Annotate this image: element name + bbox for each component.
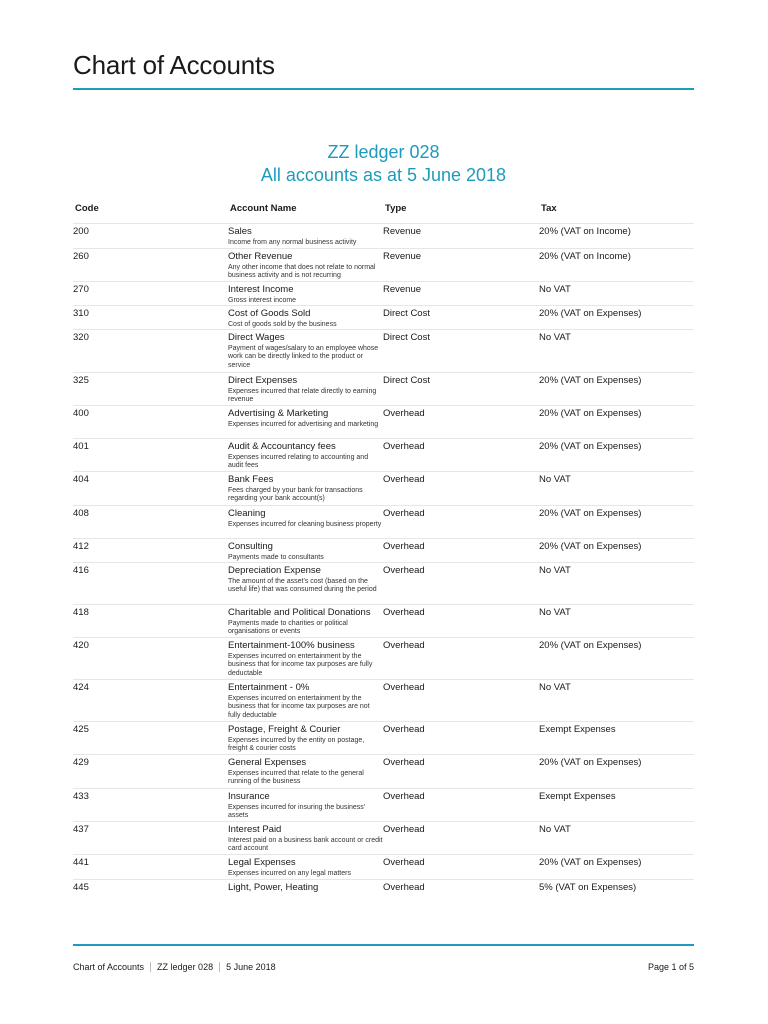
account-name: Entertainment - 0% xyxy=(228,682,310,693)
account-name: General Expenses xyxy=(228,757,307,768)
account-type: Overhead xyxy=(383,508,425,519)
table-row xyxy=(73,330,694,373)
account-description: The amount of the asset's cost (based on the useful life) that was consumed during the period xyxy=(228,578,377,594)
account-type: Overhead xyxy=(383,607,425,618)
table-row xyxy=(73,406,694,439)
account-description: Expenses incurred for cleaning business property xyxy=(228,521,382,528)
table-row xyxy=(73,680,694,722)
account-tax: 20% (VAT on Expenses) xyxy=(539,541,642,552)
table-row xyxy=(73,722,694,755)
account-tax: 20% (VAT on Expenses) xyxy=(539,441,642,452)
column-header-tax: Tax xyxy=(541,203,557,214)
table-row xyxy=(73,506,694,539)
account-code: 412 xyxy=(73,541,89,552)
account-tax: 20% (VAT on Income) xyxy=(539,251,631,262)
account-tax: 20% (VAT on Expenses) xyxy=(539,375,642,386)
account-tax: No VAT xyxy=(539,474,571,485)
account-description: Any other income that does not relate to normal business activity and is not recurring xyxy=(228,264,376,280)
account-name: Interest Paid xyxy=(228,824,282,835)
account-tax: 20% (VAT on Expenses) xyxy=(539,508,642,519)
account-name: Depreciation Expense xyxy=(228,565,321,576)
account-code: 416 xyxy=(73,565,89,576)
account-name: Sales xyxy=(228,226,252,237)
footer-divider xyxy=(73,944,694,946)
table-row xyxy=(73,855,694,880)
account-name: Advertising & Marketing xyxy=(228,408,329,419)
table-row xyxy=(73,306,694,330)
account-code: 425 xyxy=(73,724,89,735)
account-type: Overhead xyxy=(383,565,425,576)
table-row xyxy=(73,822,694,855)
account-type: Overhead xyxy=(383,682,425,693)
footer-ledger: ZZ ledger 028 xyxy=(157,962,214,972)
ledger-subtitle: All accounts as at 5 June 2018 xyxy=(260,165,507,185)
account-description: Fees charged by your bank for transactions regarding your bank account(s) xyxy=(228,487,363,503)
table-body xyxy=(73,224,694,900)
account-description: Payments made to consultants xyxy=(228,554,324,561)
accounts-table xyxy=(73,201,694,900)
account-tax: No VAT xyxy=(539,284,571,295)
account-tax: Exempt Expenses xyxy=(539,791,616,802)
account-code: 433 xyxy=(73,791,89,802)
account-tax: No VAT xyxy=(539,682,571,693)
table-row xyxy=(73,539,694,563)
account-name: Postage, Freight & Courier xyxy=(228,724,341,735)
account-type: Direct Cost xyxy=(383,332,430,343)
account-tax: 20% (VAT on Expenses) xyxy=(539,757,642,768)
account-description: Cost of goods sold by the business xyxy=(228,321,337,328)
account-type: Overhead xyxy=(383,724,425,735)
account-description: Expenses incurred on any legal matters xyxy=(228,870,351,877)
account-code: 437 xyxy=(73,824,89,835)
page-number: Page 1 of 5 xyxy=(647,962,694,972)
account-description: Expenses incurred for insuring the business' assets xyxy=(228,804,366,820)
account-description: Income from any normal business activity xyxy=(228,239,357,246)
account-type: Revenue xyxy=(383,251,422,262)
account-tax: 20% (VAT on Expenses) xyxy=(539,408,642,419)
footer-date: 5 June 2018 xyxy=(226,962,276,972)
footer-separator xyxy=(150,962,151,972)
footer-doc-title: Chart of Accounts xyxy=(73,962,145,972)
table-row xyxy=(73,755,694,789)
table-row xyxy=(73,638,694,680)
account-description: Expenses incurred on entertainment by the business that for income tax purposes are fully deductable xyxy=(228,653,373,677)
account-name: Other Revenue xyxy=(228,251,293,262)
account-name: Insurance xyxy=(228,791,270,802)
account-description: Expenses incurred on entertainment by the business that for income tax purposes are not fully deductable xyxy=(228,695,370,719)
account-description: Expenses incurred that relate directly to earning revenue xyxy=(228,388,377,404)
account-name: Charitable and Political Donations xyxy=(228,607,371,618)
account-tax: No VAT xyxy=(539,824,571,835)
account-type: Revenue xyxy=(383,284,422,295)
footer xyxy=(73,962,276,972)
account-tax: No VAT xyxy=(539,565,571,576)
table-row xyxy=(73,282,694,306)
ledger-name: ZZ ledger 028 xyxy=(327,142,440,162)
account-name: Direct Wages xyxy=(228,332,285,343)
account-description: Payment of wages/salary to an employee whose work can be directly linked to the product or service xyxy=(228,345,379,369)
footer-separator xyxy=(219,962,220,972)
account-name: Audit & Accountancy fees xyxy=(228,441,336,452)
table-row xyxy=(73,563,694,605)
account-code: 325 xyxy=(73,375,89,386)
account-tax: No VAT xyxy=(539,607,571,618)
account-description: Gross interest income xyxy=(228,297,297,304)
account-tax: 5% (VAT on Expenses) xyxy=(539,882,637,893)
account-type: Overhead xyxy=(383,824,425,835)
account-type: Overhead xyxy=(383,757,425,768)
account-type: Direct Cost xyxy=(383,375,430,386)
account-description: Expenses incurred relating to accounting and audit fees xyxy=(228,454,369,470)
account-code: 260 xyxy=(73,251,89,262)
account-type: Overhead xyxy=(383,640,425,651)
account-type: Overhead xyxy=(383,882,425,893)
account-type: Direct Cost xyxy=(383,308,430,319)
account-name: Legal Expenses xyxy=(228,857,296,868)
account-name: Light, Power, Heating xyxy=(228,882,319,893)
account-type: Revenue xyxy=(383,226,422,237)
table-row xyxy=(73,224,694,249)
account-name: Interest Income xyxy=(228,284,294,295)
account-description: Interest paid on a business bank account or credit card account xyxy=(228,837,383,853)
account-code: 408 xyxy=(73,508,89,519)
account-type: Overhead xyxy=(383,541,425,552)
account-name: Entertainment-100% business xyxy=(228,640,355,651)
account-code: 418 xyxy=(73,607,89,618)
account-code: 441 xyxy=(73,857,89,868)
account-code: 400 xyxy=(73,408,89,419)
account-code: 200 xyxy=(73,226,89,237)
account-description: Expenses incurred that relate to the general running of the business xyxy=(228,770,364,786)
account-code: 404 xyxy=(73,474,89,485)
account-tax: 20% (VAT on Expenses) xyxy=(539,857,642,868)
table-row xyxy=(73,439,694,472)
title-divider xyxy=(73,88,694,90)
account-tax: 20% (VAT on Expenses) xyxy=(539,640,642,651)
account-type: Overhead xyxy=(383,474,425,485)
account-tax: Exempt Expenses xyxy=(539,724,616,735)
account-description: Expenses incurred by the entity on postage, freight & courier costs xyxy=(228,737,365,753)
account-code: 445 xyxy=(73,882,89,893)
account-name: Bank Fees xyxy=(228,474,274,485)
account-name: Consulting xyxy=(228,541,273,552)
table-header xyxy=(73,201,694,224)
page-title: Chart of Accounts xyxy=(73,50,275,80)
account-type: Overhead xyxy=(383,441,425,452)
table-row xyxy=(73,880,694,900)
account-name: Cleaning xyxy=(228,508,266,519)
column-header-type: Type xyxy=(385,203,407,214)
table-row xyxy=(73,789,694,822)
column-header-code: Code xyxy=(75,203,99,214)
table-row xyxy=(73,605,694,638)
account-tax: 20% (VAT on Income) xyxy=(539,226,631,237)
table-row xyxy=(73,249,694,282)
column-header-account-name: Account Name xyxy=(230,203,297,214)
account-code: 401 xyxy=(73,441,89,452)
account-code: 424 xyxy=(73,682,89,693)
account-code: 420 xyxy=(73,640,89,651)
table-row xyxy=(73,373,694,406)
account-code: 270 xyxy=(73,284,89,295)
table-row xyxy=(73,472,694,506)
account-name: Direct Expenses xyxy=(228,375,298,386)
account-description: Payments made to charities or political organisations or events xyxy=(228,620,348,636)
account-code: 429 xyxy=(73,757,89,768)
account-type: Overhead xyxy=(383,408,425,419)
account-type: Overhead xyxy=(383,857,425,868)
account-type: Overhead xyxy=(383,791,425,802)
account-name: Cost of Goods Sold xyxy=(228,308,311,319)
account-tax: 20% (VAT on Expenses) xyxy=(539,308,642,319)
account-tax: No VAT xyxy=(539,332,571,343)
account-description: Expenses incurred for advertising and marketing xyxy=(228,421,379,428)
account-code: 320 xyxy=(73,332,89,343)
account-code: 310 xyxy=(73,308,89,319)
